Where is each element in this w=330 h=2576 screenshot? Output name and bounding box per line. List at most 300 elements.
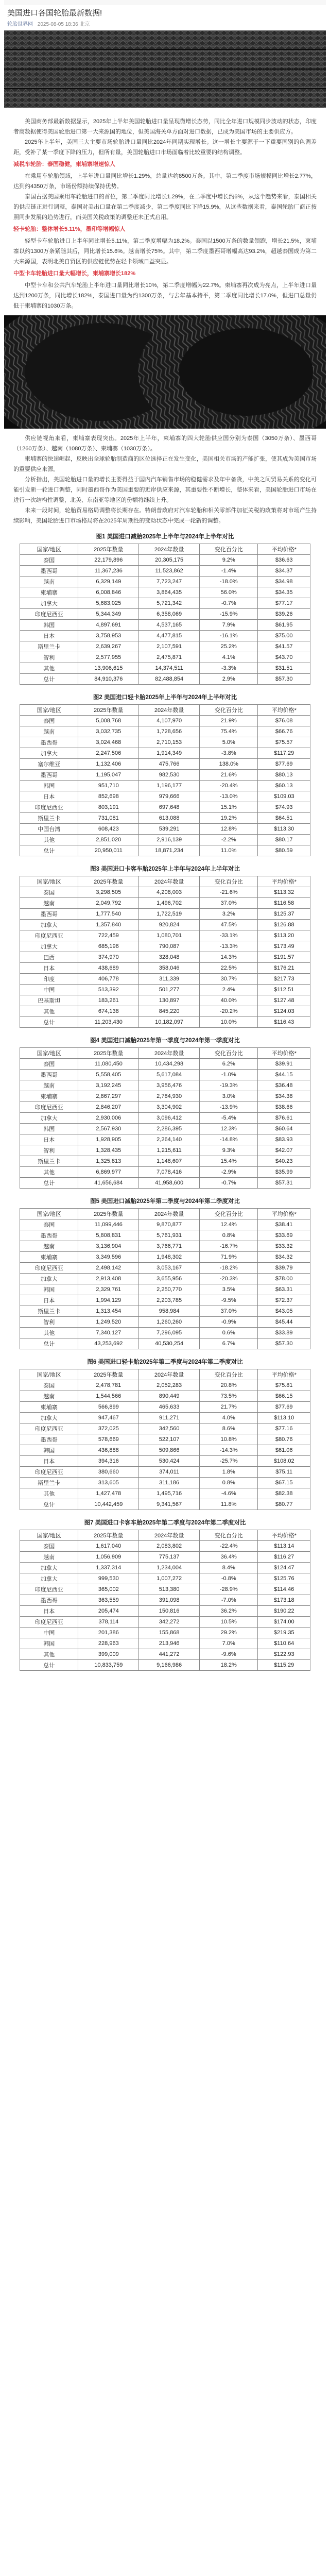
country-cell: 印度尼西亚	[20, 1617, 78, 1628]
table-header-row	[20, 876, 310, 887]
outlook-paragraph: 未来一段时间，轮胎贸易格局调整将长期存在。特朗普政府对汽车轮胎和相关零部件加征关税的政策将对市场产生持续影响，美国轮胎进口市场格局将在2025年周期性的变动状态中完成一轮新的调整。	[13, 507, 317, 524]
country-cell: 泰国	[20, 716, 78, 726]
table-row	[20, 1263, 310, 1274]
column-header: 平均价格*	[258, 1369, 310, 1380]
column-header: 2024年数量	[139, 1048, 200, 1059]
table-cell: 7,296,095	[139, 1328, 200, 1338]
table-cell: $63.31	[258, 1284, 310, 1295]
table-cell: 8.4%	[200, 1563, 258, 1573]
country-cell: 中国台湾	[20, 824, 78, 835]
passenger-paragraph-1: 在乘用车轮胎领域，上半年进口量同比增长1.29%，总量达约8500万条。其中，第二季度市场规模同比增长2.77%，达到约4350万条，市场份额持续保持优势。	[13, 173, 317, 190]
table-row	[20, 1306, 310, 1317]
table-cell: 5,558,405	[78, 1070, 139, 1080]
country-cell: 总计	[20, 1660, 78, 1671]
column-header: 变化百分比	[200, 1048, 258, 1059]
table-cell: $75.81	[258, 1380, 310, 1391]
table-row	[20, 726, 310, 737]
table-row	[20, 941, 310, 952]
table-cell: -1.4%	[200, 566, 258, 577]
table-cell: 7.9%	[200, 620, 258, 631]
table-cell: 4,107,970	[139, 716, 200, 726]
table-cell: 20.8%	[200, 1380, 258, 1391]
country-cell: 越南	[20, 1552, 78, 1563]
article-meta	[4, 20, 326, 30]
table-cell: 36.4%	[200, 1552, 258, 1563]
table-cell: 11,099,446	[78, 1219, 139, 1230]
table-total-row	[20, 1338, 310, 1349]
country-cell: 越南	[20, 1241, 78, 1252]
table-cell: 951,710	[78, 781, 139, 791]
table-cell: 7,723,247	[139, 577, 200, 587]
country-cell: 墨西哥	[20, 1434, 78, 1445]
intro-paragraph-1: 美国商务部最新数据显示，2025年上半年美国轮胎进口量呈现微增长态势，同比全年进口规模同步波动的状态，印度者商数据使得美国轮胎进口第一大来源国的地位，但美国海关单方面对进口数据，已成为美国市场的主要供应方。	[13, 118, 317, 135]
country-cell: 泰国	[20, 887, 78, 898]
table-row	[20, 1006, 310, 1017]
table-row	[20, 1391, 310, 1402]
table-cell: -1.0%	[200, 1070, 258, 1080]
table-cell: $82.38	[258, 1488, 310, 1499]
column-header: 国家/地区	[20, 705, 78, 716]
table-cell: 7,078,416	[139, 1167, 200, 1178]
table-cell: 2,867,297	[78, 1091, 139, 1102]
table-cell: $34.35	[258, 587, 310, 598]
country-cell: 加拿大	[20, 1413, 78, 1423]
column-header: 平均价格*	[258, 544, 310, 555]
table-cell: 6,329,149	[78, 577, 139, 587]
article-title: 美国进口各国轮胎最新数据!	[7, 9, 102, 18]
table-cell: $190.22	[258, 1606, 310, 1617]
country-cell: 智利	[20, 1145, 78, 1156]
table-cell: 21.7%	[200, 1402, 258, 1413]
country-cell: 墨西哥	[20, 1070, 78, 1080]
country-cell: 柬埔寨	[20, 1402, 78, 1413]
table-cell: $77.17	[258, 598, 310, 609]
table-cell: 10,182,097	[139, 1017, 200, 1028]
table-cell: -0.9%	[200, 1317, 258, 1328]
table-cell: 436,888	[78, 1445, 139, 1456]
table-row	[20, 974, 310, 985]
table-cell: 5,683,025	[78, 598, 139, 609]
table-cell: $34.38	[258, 1091, 310, 1102]
table-row	[20, 641, 310, 652]
country-cell: 加拿大	[20, 920, 78, 930]
table-cell: $113.30	[258, 824, 310, 835]
table-row	[20, 1102, 310, 1113]
table-cell: 3,192,245	[78, 1080, 139, 1091]
table-cell: 138.0%	[200, 759, 258, 770]
table-cell: 12.3%	[200, 1124, 258, 1134]
column-header: 2024年数量	[139, 1530, 200, 1541]
country-cell: 其他	[20, 1167, 78, 1178]
table-cell: 29.2%	[200, 1628, 258, 1638]
table-cell: 10,442,459	[78, 1499, 139, 1510]
table-cell: $77.69	[258, 1402, 310, 1413]
table-cell: $117.29	[258, 748, 310, 759]
table-cell: $115.29	[258, 1660, 310, 1671]
table-row	[20, 1606, 310, 1617]
table-cell: 920,824	[139, 920, 200, 930]
table-cell: $67.15	[258, 1478, 310, 1488]
country-cell: 柬埔寨	[20, 587, 78, 598]
country-cell: 加拿大	[20, 1274, 78, 1284]
table-row	[20, 1295, 310, 1306]
table-cell: 2,286,395	[139, 1124, 200, 1134]
table-cell: 10.5%	[200, 1617, 258, 1628]
table-cell: 2,250,770	[139, 1284, 200, 1295]
table-cell: -33.1%	[200, 930, 258, 941]
table-cell: $75.57	[258, 737, 310, 748]
table-cell: 2,049,792	[78, 898, 139, 909]
table-cell: $80.77	[258, 1499, 310, 1510]
table-cell: 4,537,165	[139, 620, 200, 631]
table-cell: -9.6%	[200, 1649, 258, 1660]
country-cell: 总计	[20, 1017, 78, 1028]
country-cell: 斯里兰卡	[20, 813, 78, 824]
supply-paragraph-1: 供应链视角来看，柬埔寨表现突出。2025年上半年，柬埔寨的四大轮胎供应国分别为泰国（3050万条）、墨西哥（1260万条）、越南（1080万条）、柬埔寨（1030万条）。	[13, 435, 317, 452]
table-cell: 438,689	[78, 963, 139, 974]
table-row	[20, 1552, 310, 1563]
table-cell: -0.7%	[200, 598, 258, 609]
table-row	[20, 1478, 310, 1488]
country-cell: 日本	[20, 1456, 78, 1467]
table-cell: 19.2%	[200, 813, 258, 824]
table-cell: 513,380	[139, 1584, 200, 1595]
table-cell: $125.37	[258, 909, 310, 920]
table-row	[20, 1541, 310, 1552]
table-total-row	[20, 1660, 310, 1671]
table-cell: -22.4%	[200, 1541, 258, 1552]
table-cell: 20,950,011	[78, 845, 139, 856]
table-cell: 1.8%	[200, 1467, 258, 1478]
top-bar	[4, 0, 326, 5]
table-cell: 5,617,084	[139, 1070, 200, 1080]
table-cell: 10.8%	[200, 1434, 258, 1445]
table-row	[20, 748, 310, 759]
column-header: 2024年数量	[139, 1209, 200, 1219]
table-total-row	[20, 845, 310, 856]
table-cell: 0.8%	[200, 1478, 258, 1488]
section-heading-passenger: 减税车轮胎：泰国稳健，柬埔寨增速惊人	[13, 161, 115, 167]
country-cell: 越南	[20, 1080, 78, 1091]
country-cell: 斯里兰卡	[20, 1306, 78, 1317]
table-cell: 13,906,615	[78, 663, 139, 674]
table-cell: $124.03	[258, 1006, 310, 1017]
table-cell: $34.37	[258, 566, 310, 577]
country-cell: 墨西哥	[20, 909, 78, 920]
column-header: 2025年数量	[78, 544, 139, 555]
table-cell: -13.3%	[200, 941, 258, 952]
table-cell: $45.44	[258, 1317, 310, 1328]
table-cell: 1,948,302	[139, 1252, 200, 1263]
table-cell: $108.02	[258, 1456, 310, 1467]
table-cell: $77.16	[258, 1423, 310, 1434]
table-cell: $43.05	[258, 1306, 310, 1317]
table-cell: 578,669	[78, 1434, 139, 1445]
table-cell: 2,851,020	[78, 835, 139, 845]
table-cell: 4.1%	[200, 652, 258, 663]
table-cell: 1,196,177	[139, 781, 200, 791]
table-cell: 378,114	[78, 1617, 139, 1628]
table-cell: 731,081	[78, 813, 139, 824]
country-cell: 日本	[20, 791, 78, 802]
table-row	[20, 1091, 310, 1102]
table-row	[20, 824, 310, 835]
table-cell: -14.8%	[200, 1134, 258, 1145]
table-cell: 75.4%	[200, 726, 258, 737]
table-cell: 2,913,408	[78, 1274, 139, 1284]
table-cell: 6,008,846	[78, 587, 139, 598]
table-cell: 4,208,003	[139, 887, 200, 898]
table-cell: 11,080,450	[78, 1059, 139, 1070]
table-cell: 0.8%	[200, 1230, 258, 1241]
table-title: 图3 美国进口卡客车胎2025年上半年与2024年上半年对比	[90, 866, 240, 872]
table-cell: $75.11	[258, 1467, 310, 1478]
table-cell: $78.00	[258, 1274, 310, 1284]
table-cell: 40,530,254	[139, 1338, 200, 1349]
country-cell: 韩国	[20, 1124, 78, 1134]
table-cell: 958,984	[139, 1306, 200, 1317]
table-cell: 890,449	[139, 1391, 200, 1402]
table-cell: 513,392	[78, 985, 139, 995]
table-cell: 1,234,004	[139, 1563, 200, 1573]
table-title: 图4 美国进口减胎2025年第一季度与2024年第一季度对比	[90, 1038, 240, 1044]
table-cell: $33.69	[258, 1230, 310, 1241]
table-cell: 11.0%	[200, 845, 258, 856]
country-cell: 加拿大	[20, 748, 78, 759]
table-cell: $33.89	[258, 1328, 310, 1338]
column-header: 国家/地区	[20, 1369, 78, 1380]
table-cell: 130,897	[139, 995, 200, 1006]
table-cell: 2,930,006	[78, 1113, 139, 1124]
table-cell: 2,247,506	[78, 748, 139, 759]
table-cell: 522,107	[139, 1434, 200, 1445]
table-cell: 3,136,904	[78, 1241, 139, 1252]
tire-closeup-image	[4, 315, 326, 429]
table-cell: 1,328,435	[78, 1145, 139, 1156]
country-cell: 泰国	[20, 1059, 78, 1070]
table-cell: 41,656,684	[78, 1178, 139, 1189]
table-total-row	[20, 1499, 310, 1510]
table-row	[20, 887, 310, 898]
country-cell: 泰国	[20, 1541, 78, 1552]
table-row	[20, 1434, 310, 1445]
country-cell: 印度尼西亚	[20, 1102, 78, 1113]
table-title: 图5 美国进口减胎2025年第二季度与2024年第二季度对比	[90, 1198, 240, 1205]
table-cell: 1,249,520	[78, 1317, 139, 1328]
table-cell: -20.4%	[200, 781, 258, 791]
table-cell: 374,970	[78, 952, 139, 963]
column-header: 2025年数量	[78, 1209, 139, 1219]
table-row	[20, 1080, 310, 1091]
table-row	[20, 737, 310, 748]
table-cell: 475,766	[139, 759, 200, 770]
table-cell: 9.2%	[200, 555, 258, 566]
country-cell: 总计	[20, 1178, 78, 1189]
table-row	[20, 920, 310, 930]
table-cell: 1,260,260	[139, 1317, 200, 1328]
table-cell: 155,868	[139, 1628, 200, 1638]
column-header: 变化百分比	[200, 1530, 258, 1541]
table-cell: 1,928,905	[78, 1134, 139, 1145]
table-cell: 9,870,877	[139, 1219, 200, 1230]
table-cell: 697,648	[139, 802, 200, 813]
table-row	[20, 1467, 310, 1478]
column-header: 平均价格*	[258, 876, 310, 887]
section-heading-medium-truck: 中型卡车轮胎进口量大幅增长，柬埔寨增长182%	[13, 270, 136, 277]
table-row	[20, 1284, 310, 1295]
table-cell: $110.64	[258, 1638, 310, 1649]
table-cell: 1,495,716	[139, 1488, 200, 1499]
section-heading-light-truck: 轻卡轮胎：整体增长5.11%，墨印等增幅惊人	[13, 226, 126, 232]
table-cell: 3,298,505	[78, 887, 139, 898]
import-data-table	[20, 544, 310, 685]
table-cell: 2,639,267	[78, 641, 139, 652]
table-cell: 18.2%	[200, 1660, 258, 1671]
table-cell: 685,196	[78, 941, 139, 952]
column-header: 变化百分比	[200, 1369, 258, 1380]
table-cell: $60.64	[258, 1124, 310, 1134]
table-header-row	[20, 705, 310, 716]
table-cell: $116.58	[258, 898, 310, 909]
table-cell: 213,946	[139, 1638, 200, 1649]
column-header: 2025年数量	[78, 876, 139, 887]
table-cell: $80.76	[258, 1434, 310, 1445]
table-cell: 56.0%	[200, 587, 258, 598]
table-cell: $76.08	[258, 716, 310, 726]
table-cell: 30.7%	[200, 974, 258, 985]
table-cell: 1,195,047	[78, 770, 139, 781]
table-cell: $113.14	[258, 1541, 310, 1552]
country-cell: 斯里兰卡	[20, 1478, 78, 1488]
table-cell: -0.7%	[200, 1178, 258, 1189]
table-cell: 4,897,691	[78, 620, 139, 631]
country-cell: 印度尼西亚	[20, 1467, 78, 1478]
medium-truck-paragraph: 中型卡车和公共汽车轮胎上半年进口量同比增长10%，第二季度增幅为22.7%。柬埔寨再次成为亮点，上半年进口量达到1200万条，同比增长182%，泰国进口量为约1300万条，与去年基本持平，第二季度同比增长17.0%，但进口总量仍低于柬埔寨的1030万条。	[13, 282, 317, 309]
table-row	[20, 791, 310, 802]
table-cell: 205,474	[78, 1606, 139, 1617]
table-cell: 674,138	[78, 1006, 139, 1017]
table-cell: 20,305,175	[139, 555, 200, 566]
table-cell: $113.10	[258, 1413, 310, 1423]
light-truck-paragraph: 轻型卡车轮胎进口上半年同比增长5.11%，第二季度增幅为18.2%。泰国以1500万条的数量领跑，增长21.5%，柬埔寨以约1300万条紧随其后，同比增长15.6%。越南增长75%。其中，第二季度墨西哥增幅高达93.2%，超越泰国成为第二大来源国，表明北美自贸区的供应链优势在轻卡领域日益突显。	[13, 238, 317, 265]
table-cell: -14.3%	[200, 1445, 258, 1456]
table-cell: 15.4%	[200, 1156, 258, 1167]
table-cell: 1,777,540	[78, 909, 139, 920]
table-cell: -5.4%	[200, 1113, 258, 1124]
table-cell: 501,277	[139, 985, 200, 995]
table-cell: 14.3%	[200, 952, 258, 963]
table-cell: 183,261	[78, 995, 139, 1006]
table-cell: 3,032,735	[78, 726, 139, 737]
table-cell: -13.9%	[200, 1102, 258, 1113]
country-cell: 柬埔寨	[20, 1252, 78, 1263]
country-cell: 泰国	[20, 1219, 78, 1230]
table-row	[20, 952, 310, 963]
tire-stack-image	[4, 30, 326, 108]
table-row	[20, 1070, 310, 1080]
table-cell: 7.0%	[200, 1638, 258, 1649]
country-cell: 总计	[20, 1499, 78, 1510]
table-cell: $66.15	[258, 1391, 310, 1402]
table-row	[20, 835, 310, 845]
table-header-row	[20, 1369, 310, 1380]
table-cell: 1,617,040	[78, 1541, 139, 1552]
table-cell: 37.0%	[200, 898, 258, 909]
table-cell: -3.3%	[200, 663, 258, 674]
table-row	[20, 1413, 310, 1423]
author-link[interactable]: 轮胎世界网	[7, 22, 33, 27]
country-cell: 日本	[20, 1134, 78, 1145]
table-cell: 722,459	[78, 930, 139, 941]
table-cell: $39.91	[258, 1059, 310, 1070]
table-cell: 18,871,234	[139, 845, 200, 856]
table-cell: 999,530	[78, 1573, 139, 1584]
table-cell: 363,559	[78, 1595, 139, 1606]
table-cell: 84,910,376	[78, 674, 139, 685]
table-cell: $35.99	[258, 1167, 310, 1178]
table-row	[20, 1488, 310, 1499]
table-row	[20, 1380, 310, 1391]
table-cell: 2,329,761	[78, 1284, 139, 1295]
table-cell: $173.49	[258, 941, 310, 952]
table-cell: 0.6%	[200, 1328, 258, 1338]
country-cell: 加拿大	[20, 1573, 78, 1584]
country-cell: 印度尼西亚	[20, 1584, 78, 1595]
table-row	[20, 909, 310, 920]
table-cell: 21.6%	[200, 770, 258, 781]
import-data-table	[20, 1047, 310, 1189]
table-cell: 11.8%	[200, 1499, 258, 1510]
table-cell: $60.13	[258, 781, 310, 791]
table-cell: 5,008,768	[78, 716, 139, 726]
table-cell: 2,203,785	[139, 1295, 200, 1306]
country-cell: 塞尔维亚	[20, 759, 78, 770]
table-row	[20, 609, 310, 620]
column-header: 国家/地区	[20, 1530, 78, 1541]
table-cell: 6,869,977	[78, 1167, 139, 1178]
table-cell: $75.00	[258, 631, 310, 641]
table-row	[20, 1456, 310, 1467]
table-cell: 1,148,607	[139, 1156, 200, 1167]
table-cell: $80.13	[258, 770, 310, 781]
table-cell: 1,056,909	[78, 1552, 139, 1563]
country-cell: 巴基斯坦	[20, 995, 78, 1006]
table-cell: 3.5%	[200, 1284, 258, 1295]
column-header: 2024年数量	[139, 544, 200, 555]
table-cell: -7.0%	[200, 1595, 258, 1606]
table-header-row	[20, 1209, 310, 1219]
table-cell: 82,488,854	[139, 674, 200, 685]
table-cell: 6.2%	[200, 1059, 258, 1070]
table-cell: $74.93	[258, 802, 310, 813]
table-cell: $57.30	[258, 1338, 310, 1349]
country-cell: 日本	[20, 631, 78, 641]
table-row	[20, 555, 310, 566]
table-cell: 3.0%	[200, 1091, 258, 1102]
table-cell: 7,340,127	[78, 1328, 139, 1338]
country-cell: 泰国	[20, 555, 78, 566]
table-row	[20, 1573, 310, 1584]
table-cell: $57.31	[258, 1178, 310, 1189]
import-data-table	[20, 1208, 310, 1349]
table-cell: -16.1%	[200, 631, 258, 641]
table-cell: 22.5%	[200, 963, 258, 974]
table-cell: $122.93	[258, 1649, 310, 1660]
table-total-row	[20, 674, 310, 685]
table-total-row	[20, 1017, 310, 1028]
table-cell: 311,339	[139, 974, 200, 985]
table-cell: 328,048	[139, 952, 200, 963]
